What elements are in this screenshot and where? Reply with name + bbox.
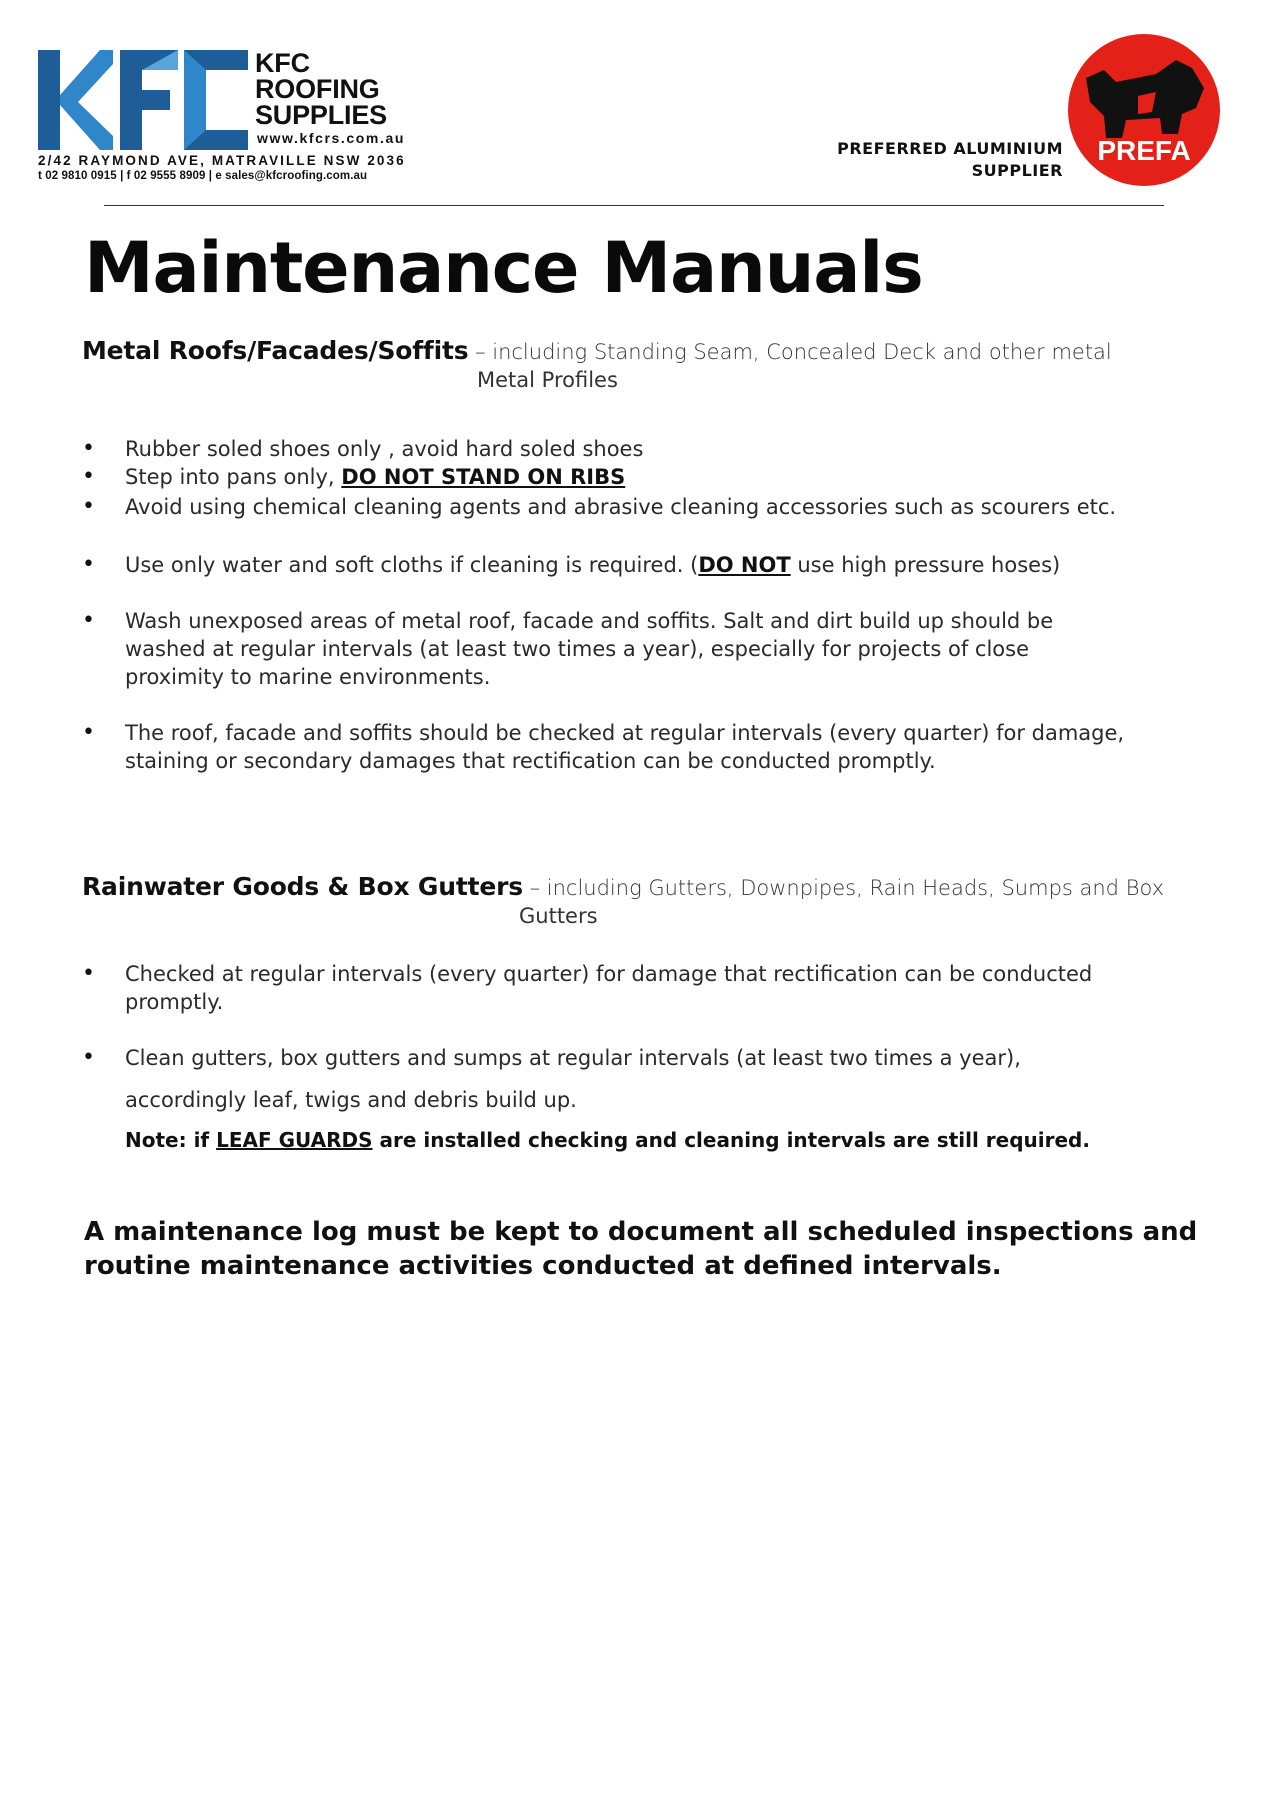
company-address: 2/42 RAYMOND AVE, MATRAVILLE NSW 2036 (38, 153, 406, 168)
section-subtitle-cont: Gutters (519, 904, 598, 928)
page-title: Maintenance Manuals (84, 227, 923, 309)
maintenance-log-statement: A maintenance log must be kept to document all scheduled inspections and routine maintenance activities conducted at defined intervals. (84, 1217, 1198, 1281)
supplier-line-1: PREFERRED ALUMINIUM (837, 139, 1063, 158)
section-heading-rainwater (82, 873, 1164, 930)
company-name (255, 50, 405, 146)
company-line-1: KFC (255, 48, 310, 78)
section-title: Rainwater Goods & Box Gutters (82, 872, 523, 901)
section-subtitle: – including Gutters, Downpipes, Rain Heads, Sumps and Box (522, 876, 1165, 900)
company-contact: t 02 9810 0915 | f 02 9555 8909 | e sales@kfcroofing.com.au (38, 170, 368, 182)
rainwater-bullet-list (82, 960, 1182, 1114)
list-item: • Step into pans only, DO NOT STAND ON RIBS (82, 463, 1182, 491)
company-line-2: ROOFING (255, 74, 380, 104)
kfc-logo (38, 50, 248, 150)
list-item: • Avoid using chemical cleaning agents and abrasive cleaning accessories such as scourers etc. (82, 493, 1125, 521)
metal-roof-bullet-list (82, 435, 1182, 775)
prefa-logo (1064, 30, 1224, 190)
company-line-3: SUPPLIES (255, 100, 387, 130)
list-item: • Wash unexposed areas of metal roof, facade and soffits. Salt and dirt build up should be washed at regular intervals (at least two times a year), especially for projects of close proximity to marine environments. (82, 607, 1125, 691)
section-subtitle-cont: Metal Profiles (477, 368, 618, 392)
section-title: Metal Roofs/Facades/Soffits (82, 336, 469, 365)
list-item: • The roof, facade and soffits should be checked at regular intervals (every quarter) for damage, staining or secondary damages that rectification can be conducted promptly. (82, 719, 1125, 775)
warning-text: DO NOT STAND ON RIBS (341, 465, 626, 489)
supplier-line-2: SUPPLIER (971, 161, 1063, 180)
prefa-wordmark: PREFA (1097, 135, 1191, 166)
supplier-label (837, 138, 1063, 182)
section-heading-metal-roofs (82, 337, 1112, 394)
list-item: • Use only water and soft cloths if cleaning is required. (DO NOT use high pressure hoses) (82, 551, 1182, 579)
list-item: • Checked at regular intervals (every quarter) for damage that rectification can be conducted promptly. (82, 960, 1095, 1016)
company-website: www.kfcrs.com.au (257, 130, 406, 146)
list-item: • Rubber soled shoes only , avoid hard soled shoes (82, 435, 1182, 463)
warning-text: DO NOT (698, 553, 791, 577)
leaf-guard-note: Note: if LEAF GUARDS are installed checking and cleaning intervals are still required. (125, 1128, 1090, 1152)
header-divider (104, 205, 1164, 206)
section-subtitle: – including Standing Seam, Concealed Deck and other metal (468, 340, 1112, 364)
list-item: • Clean gutters, box gutters and sumps at regular intervals (at least two times a year), accordingly leaf, twigs and debris build up. (82, 1044, 1182, 1114)
note-emphasis: LEAF GUARDS (216, 1128, 373, 1152)
